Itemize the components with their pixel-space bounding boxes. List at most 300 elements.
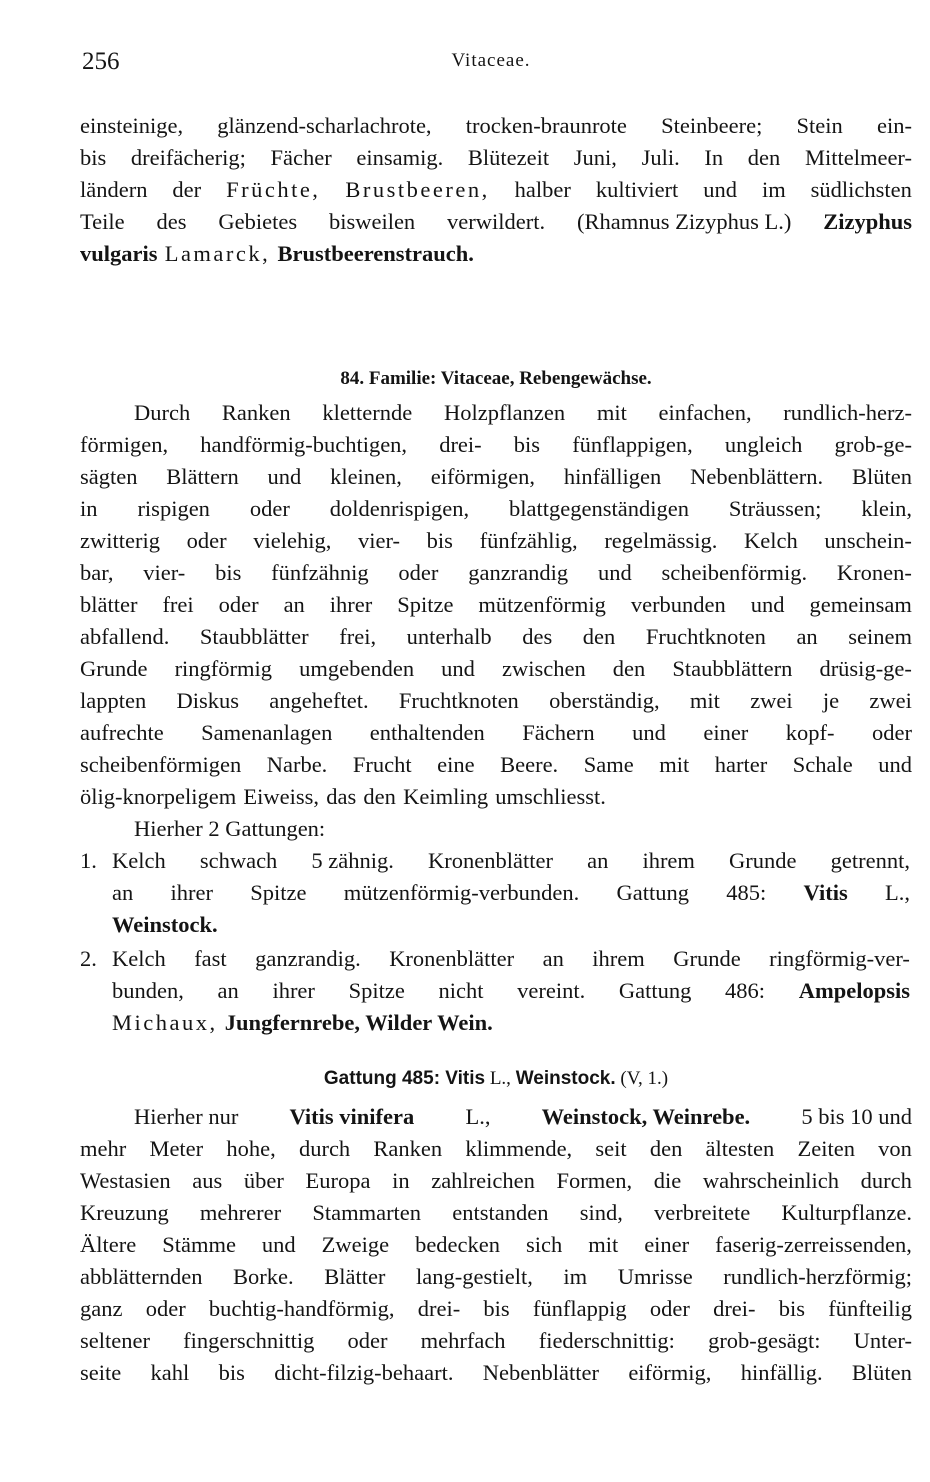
word: handförmig-buchtigen, (200, 432, 408, 457)
word: 486: (725, 978, 766, 1003)
word: Same (583, 752, 634, 777)
word: drei- (439, 432, 482, 457)
word: schwach (199, 848, 278, 873)
word: oder (398, 560, 439, 585)
word: dicht-filzig-behaart. (274, 1360, 454, 1385)
word: über (243, 1168, 284, 1193)
word: oder (347, 1328, 388, 1353)
word: bis (513, 432, 541, 457)
text-line (80, 174, 912, 206)
word: hohe, (226, 1136, 276, 1161)
word: Fächer (270, 145, 332, 170)
text-line (112, 975, 910, 1007)
word: Spitze (348, 978, 405, 1003)
word: eine (437, 752, 475, 777)
word: sind, (579, 1200, 623, 1225)
word: mützenförmig (478, 592, 606, 617)
text-line (112, 943, 910, 975)
family-description (80, 397, 912, 845)
word: von (878, 1136, 912, 1161)
word: Juli. (641, 145, 680, 170)
key-item-number: 1. (80, 848, 97, 873)
word: zwischen (502, 656, 586, 681)
word: Stammarten (312, 1200, 422, 1225)
word: mehrerer (199, 1200, 282, 1225)
word: scheibenförmigen (80, 752, 242, 777)
word: unterhalb (406, 624, 492, 649)
word: Gattung (618, 978, 692, 1003)
word: verbreitete (654, 1200, 751, 1225)
word: oder (249, 496, 290, 521)
word: kahl (150, 1360, 190, 1385)
word: fünflappig (532, 1296, 627, 1321)
word: an (217, 978, 239, 1003)
word: drei- (713, 1296, 756, 1321)
word: (Rhamnus Zizyphus L.) (577, 209, 792, 234)
text-line (80, 621, 912, 653)
word: oder (218, 592, 259, 617)
word: Hierher 2 Gattungen: (134, 816, 326, 841)
page-number: 256 (82, 48, 120, 75)
word: Blättern (166, 464, 239, 489)
word: Kreuzung (80, 1200, 169, 1225)
zizyphus-paragraph (80, 110, 912, 270)
word: mehrfach (420, 1328, 506, 1353)
word: vielehig, (253, 528, 332, 553)
word: hinfälligen (563, 464, 662, 489)
word: im (761, 177, 786, 202)
word: Keimling (403, 784, 489, 809)
word: Mittelmeer- (804, 145, 912, 170)
word: Brustbeeren, (345, 177, 490, 202)
family-heading: 84. Familie: Vitaceae, Rebengewächse. (340, 368, 652, 389)
word: Ranken (221, 400, 291, 425)
word: L., (884, 880, 910, 905)
word: mehr (80, 1136, 127, 1161)
word: halber (514, 177, 571, 202)
word: an (587, 848, 609, 873)
word: ganz (80, 1296, 123, 1321)
genus-heading-part: Weinstock. (515, 1068, 616, 1089)
word: Beere. (500, 752, 559, 777)
word: rundlich-herzförmig; (723, 1264, 912, 1289)
word: Steinbeere; (661, 113, 763, 138)
word: zwitterig (80, 528, 160, 553)
word: unschein- (824, 528, 912, 553)
word: Grunde (729, 848, 797, 873)
word: und (878, 752, 912, 777)
word: Sträussen; (728, 496, 822, 521)
text-line (80, 206, 912, 238)
word: oder (649, 1296, 690, 1321)
word: mit (659, 752, 690, 777)
word: dreifächerig; (130, 145, 246, 170)
genus-heading (80, 1068, 912, 1090)
word: ländern (80, 177, 148, 202)
word: oder (186, 528, 227, 553)
key-item (80, 943, 910, 1039)
word: Blüten (851, 464, 912, 489)
word: Umrisse (617, 1264, 693, 1289)
word: Kronenblätter (428, 848, 553, 873)
word: Gattung (616, 880, 690, 905)
text-line (112, 877, 910, 909)
word: Fruchtknoten (645, 624, 766, 649)
word: fünfzähnig (271, 560, 369, 585)
text-line (80, 461, 912, 493)
word: nicht (438, 978, 484, 1003)
word: Ältere (80, 1232, 137, 1257)
word: Juni, (573, 145, 617, 170)
word: der (172, 177, 202, 202)
word: 5 bis 10 und (801, 1104, 912, 1129)
word: Stämme (162, 1232, 236, 1257)
word: oder (145, 1296, 186, 1321)
text-line (80, 1133, 912, 1165)
text-line (112, 909, 910, 941)
word: Schale (792, 752, 853, 777)
text-line (80, 397, 912, 429)
word: den (582, 624, 616, 649)
word: hinfällig. (740, 1360, 823, 1385)
word: das (326, 784, 357, 809)
word: ölig-knorpeligem (80, 784, 237, 809)
text-line (80, 717, 912, 749)
word: Blüten (851, 1360, 912, 1385)
word: fingerschnittig (183, 1328, 315, 1353)
word: bar, (80, 560, 114, 585)
word: klein, (861, 496, 912, 521)
word: und (597, 560, 632, 585)
word: sägten (80, 464, 138, 489)
word: fünfteilig (828, 1296, 912, 1321)
word: aus (192, 1168, 223, 1193)
word: Zeiten (797, 1136, 855, 1161)
word: fast (194, 946, 227, 971)
word: drüsig-ge- (819, 656, 912, 681)
word: zwei (750, 688, 793, 713)
word: Frucht (352, 752, 412, 777)
word: einfachen, (658, 400, 752, 425)
word: Hierher nur (134, 1104, 239, 1129)
word: entstanden (452, 1200, 549, 1225)
word: einsteinige, (80, 113, 184, 138)
word: verbunden (630, 592, 726, 617)
word: mit (588, 1232, 619, 1257)
word: Kelch (112, 848, 166, 873)
text-line (80, 557, 912, 589)
word: umschliesst. (495, 784, 606, 809)
text-line (80, 493, 912, 525)
word: Teile (80, 209, 125, 234)
word: grob-gesägt: (708, 1328, 821, 1353)
word: kleinen, (330, 464, 402, 489)
word: oberständig, (549, 688, 660, 713)
word: doldenrispigen, (329, 496, 470, 521)
word: seltener (80, 1328, 150, 1353)
word: Kronen- (836, 560, 912, 585)
word: ihrer (329, 592, 373, 617)
word: und (261, 1232, 296, 1257)
genus-heading-part: (V, 1.) (620, 1068, 669, 1089)
text-line (80, 1293, 912, 1325)
vitis-description (80, 1101, 912, 1389)
word: bis (483, 1296, 510, 1321)
word: in (392, 1168, 410, 1193)
word: Grunde (673, 946, 741, 971)
word: Grunde (80, 656, 148, 681)
word: die (653, 1168, 682, 1193)
word: Kelch (112, 946, 166, 971)
word: Ranken (373, 1136, 443, 1161)
word: Spitze (250, 880, 307, 905)
word: aufrechte (80, 720, 164, 745)
word: bedecken (415, 1232, 501, 1257)
text-line (112, 1007, 910, 1039)
word: Meter (149, 1136, 204, 1161)
word: fünflappigen, (572, 432, 693, 457)
word: blätter (80, 592, 138, 617)
text-line (80, 589, 912, 621)
word: Blätter (324, 1264, 386, 1289)
text-line (80, 1101, 912, 1133)
word: vereint. (517, 978, 586, 1003)
key-item-number: 2. (80, 946, 97, 971)
word: Stein (796, 113, 843, 138)
word: südlichsten (810, 177, 912, 202)
text-line (80, 1261, 912, 1293)
page-header (82, 48, 900, 88)
word: 5 zähnig. (311, 848, 394, 873)
genus-name-vitis: Vitis (803, 880, 848, 905)
word: Diskus (176, 688, 239, 713)
word: seite (80, 1360, 122, 1385)
word: einer (644, 1232, 690, 1257)
word: regelmässig. (604, 528, 718, 553)
genus-name-zizyphus: Zizyphus (823, 209, 912, 234)
word: umgebenden (299, 656, 415, 681)
word: buchtig-handförmig, (208, 1296, 395, 1321)
word: rispigen (137, 496, 210, 521)
word: Holzpflanzen (443, 400, 566, 425)
word: zwei (869, 688, 912, 713)
word: fünfzählig, (479, 528, 578, 553)
genus-heading-part: L., (489, 1068, 511, 1089)
genus-heading-part: Gattung 485: Vitis (323, 1068, 486, 1089)
text-line (80, 653, 912, 685)
word: an (283, 592, 305, 617)
word: Kelch (744, 528, 798, 553)
word: an (796, 624, 818, 649)
word: mit (596, 400, 627, 425)
text-line (112, 845, 910, 877)
word: des (522, 624, 553, 649)
word: grob-ge- (834, 432, 912, 457)
word: des (156, 209, 187, 234)
word: bis (215, 560, 242, 585)
word: glänzend-scharlachrote, (217, 113, 432, 138)
word: vier- (143, 560, 186, 585)
text-line (80, 110, 912, 142)
word: eiförmig, (628, 1360, 712, 1385)
text-line (80, 142, 912, 174)
text-line (80, 781, 912, 813)
word: oder (871, 720, 912, 745)
common-name: Jungfernrebe, Wilder Wein. (224, 1010, 493, 1035)
text-line (80, 1325, 912, 1357)
word: förmigen, (80, 432, 169, 457)
common-name: Brustbeerenstrauch. (277, 241, 474, 266)
text-line (80, 1197, 912, 1229)
word: enthaltenden (369, 720, 485, 745)
word: bis (778, 1296, 806, 1321)
running-title: Vitaceae. (451, 50, 531, 71)
word: lappten (80, 688, 147, 713)
word: Borke. (233, 1264, 294, 1289)
word: zahlreichen (431, 1168, 535, 1193)
word: Westasien (80, 1168, 171, 1193)
word: Narbe. (266, 752, 328, 777)
text-line (80, 1229, 912, 1261)
word: Samenanlagen (201, 720, 333, 745)
word: Kronenblätter (389, 946, 515, 971)
word: Formen, (556, 1168, 633, 1193)
word: klimmende, (465, 1136, 573, 1161)
word: ungleich (724, 432, 803, 457)
word: und (632, 720, 666, 745)
author-name: Lamarck, (164, 241, 271, 266)
word: drei- (417, 1296, 461, 1321)
word: und (441, 656, 475, 681)
word: durch (298, 1136, 351, 1161)
author-name: Michaux, (112, 1010, 218, 1035)
word: harter (714, 752, 768, 777)
word: je (822, 688, 840, 713)
word: Zweige (321, 1232, 390, 1257)
word: Gebietes (218, 209, 298, 234)
word: einer (703, 720, 749, 745)
word: und (703, 177, 737, 202)
word: Fruchtknoten (398, 688, 519, 713)
word: ihrem (642, 848, 695, 873)
word: den (612, 656, 646, 681)
word: mit (689, 688, 720, 713)
word: an (542, 946, 564, 971)
word: ringförmig-ver- (769, 946, 910, 971)
text-line (80, 525, 912, 557)
word: und (750, 592, 785, 617)
word: bis (80, 145, 107, 170)
word: getrennt, (830, 848, 910, 873)
text-line (80, 685, 912, 717)
word: frei, (339, 624, 377, 649)
word: Staubblätter (199, 624, 309, 649)
word: gemeinsam (809, 592, 912, 617)
word: durch (860, 1168, 912, 1193)
word: abfallend. (80, 624, 170, 649)
word: seit (595, 1136, 627, 1161)
species-name: Vitis vinifera (289, 1104, 415, 1129)
word: kletternde (322, 400, 413, 425)
text-line (80, 749, 912, 781)
word: lang-gestielt, (416, 1264, 533, 1289)
text-line (80, 238, 912, 270)
word: den (363, 784, 396, 809)
word: im (563, 1264, 588, 1289)
key-item (80, 845, 910, 941)
word: in (80, 496, 98, 521)
word: Europa (305, 1168, 371, 1193)
word: ihrer (170, 880, 213, 905)
word: ihrer (272, 978, 315, 1003)
word: eiförmigen, (430, 464, 536, 489)
genus-name-ampelopsis: Ampelopsis (798, 978, 910, 1003)
common-name: Weinstock, Weinrebe. (541, 1104, 751, 1129)
species-epithet: vulgaris (80, 241, 158, 266)
word: faserig-zerreissenden, (715, 1232, 912, 1257)
word: Staubblättern (672, 656, 793, 681)
word: kopf- (785, 720, 835, 745)
text-line (80, 1357, 912, 1389)
word: den (747, 145, 781, 170)
word: Eiweiss, (243, 784, 320, 809)
word: trocken-braunrote (465, 113, 627, 138)
word: bisweilen (328, 209, 416, 234)
word: wahrscheinlich (702, 1168, 840, 1193)
word: Unter- (853, 1328, 912, 1353)
word: In (704, 145, 724, 170)
word: L., (465, 1104, 491, 1129)
common-name: Weinstock. (112, 912, 218, 937)
word: rundlich-herz- (783, 400, 912, 425)
word: ihrem (592, 946, 645, 971)
word: bunden, (112, 978, 184, 1003)
word: 485: (726, 880, 767, 905)
word: Nebenblättern. (690, 464, 824, 489)
word: kultiviert (595, 177, 679, 202)
word: verwildert. (447, 209, 546, 234)
word: blattgegenständigen (509, 496, 689, 521)
word: Kulturpflanze. (781, 1200, 912, 1225)
word: und (267, 464, 302, 489)
word: abblätternden (80, 1264, 203, 1289)
word: bis (426, 528, 453, 553)
word: ein- (876, 113, 912, 138)
word: sich (525, 1232, 563, 1257)
word: ganzrandig. (255, 946, 361, 971)
word: ganzrandig (468, 560, 569, 585)
word: scheibenförmig. (661, 560, 808, 585)
word: den (649, 1136, 683, 1161)
word: Nebenblätter (482, 1360, 599, 1385)
word: angeheftet. (269, 688, 369, 713)
word: ältesten (705, 1136, 775, 1161)
word: Durch (134, 400, 191, 425)
word: an (112, 880, 134, 905)
genera-intro (80, 813, 912, 845)
text-line (80, 429, 912, 461)
word: bis (218, 1360, 245, 1385)
word: Früchte, (226, 177, 321, 202)
word: vier- (358, 528, 401, 553)
word: frei (162, 592, 194, 617)
word: Fächern (522, 720, 595, 745)
word: fiederschnittig: (538, 1328, 675, 1353)
word: Spitze (397, 592, 454, 617)
word: seinem (848, 624, 912, 649)
word: einsamig. (356, 145, 444, 170)
word: Blütezeit (467, 145, 550, 170)
